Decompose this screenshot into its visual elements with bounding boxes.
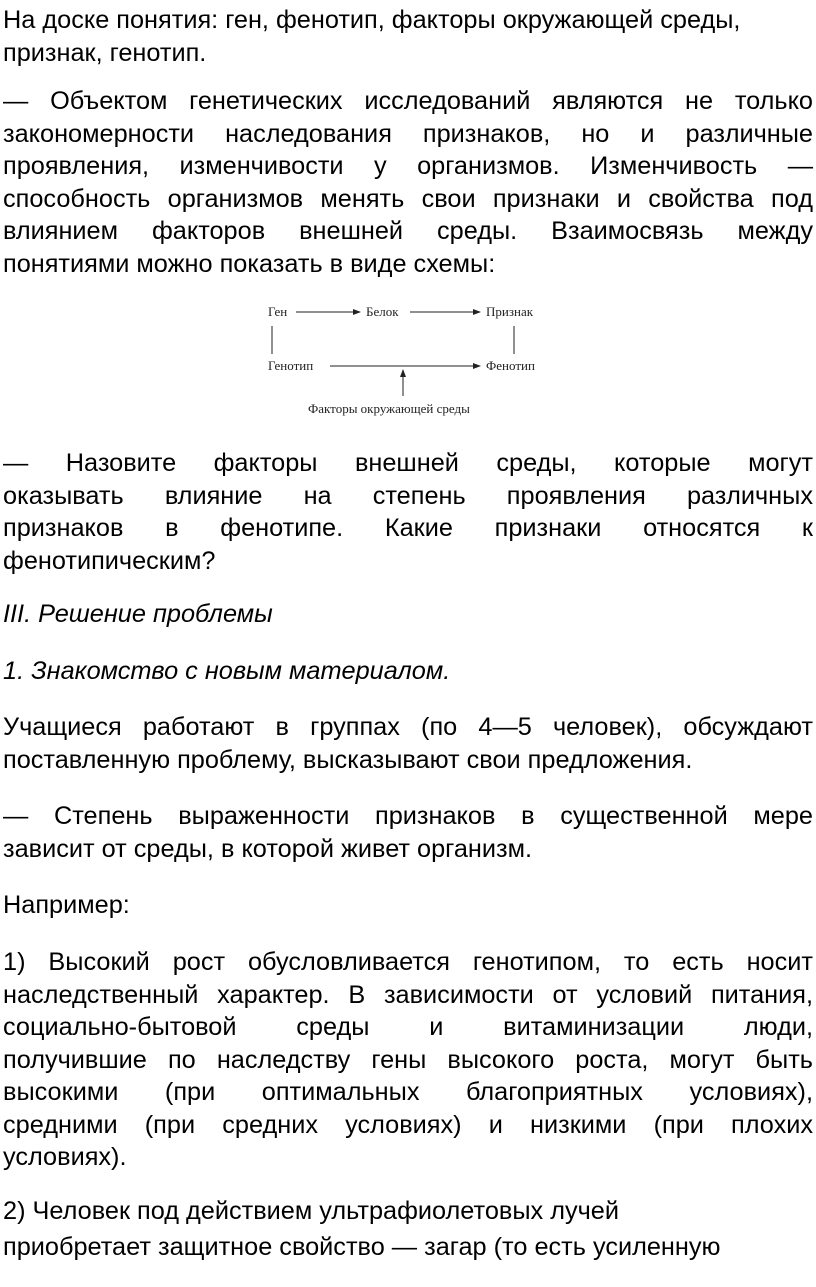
text-line: закономерности наследования признаков, но и различные xyxy=(3,119,813,148)
diagram-label-trait: Признак xyxy=(486,304,534,319)
diagram-label-protein: Белок xyxy=(366,304,399,319)
text-line: 2) Человек под действием ультрафиолетовых лучей xyxy=(3,1197,619,1225)
concept-diagram xyxy=(258,296,558,426)
text-line: влиянием факторов внешней среды. Взаимосвязь между xyxy=(3,217,813,245)
text-line: На доске понятия: ген, фенотип, факторы окружающей среды, xyxy=(3,6,741,34)
diagram-label-genotype: Генотип xyxy=(268,358,314,373)
paragraph-example-tan xyxy=(3,1193,813,1265)
text-line: условиях). xyxy=(3,1143,127,1171)
text-line: способность организмов менять свои признаки и свойства под xyxy=(3,184,813,213)
text-line: оказывать влияние на степень проявления различных xyxy=(3,481,813,510)
text-line: — Назовите факторы внешней среды, которые могут xyxy=(3,449,813,477)
diagram-label-factors: Факторы окружающей среды xyxy=(308,401,470,416)
paragraph-example-height xyxy=(3,946,813,1174)
text-line: средними (при средних условиях) и низкими (при плохих xyxy=(3,1110,813,1139)
text-line: поставленную проблему, высказывают свои предложения. xyxy=(3,745,693,774)
text-line: 1) Высокий рост обусловливается генотипом, то есть носит xyxy=(3,948,813,976)
text-line: признаков в фенотипе. Какие признаки относятся к xyxy=(3,514,813,542)
text-line: понятиями можно показать в виде схемы: xyxy=(3,249,496,278)
text-line: — Объектом генетических исследований являются не только xyxy=(3,87,813,115)
text-line: Учащиеся работают в группах (по 4—5 человек), обсуждают xyxy=(3,713,813,741)
paragraph-example-label: Например: xyxy=(3,891,130,919)
paragraph-question xyxy=(3,447,813,577)
diagram-label-phenotype: Фенотип xyxy=(486,358,535,373)
paragraph-variability xyxy=(3,85,813,280)
paragraph-groups xyxy=(3,711,813,776)
text-line: зависит от среды, в которой живет организм. xyxy=(3,834,533,863)
text-line: приобретает защитное свойство — загар (то есть усиленную xyxy=(3,1233,721,1261)
section-heading: III. Решение проблемы xyxy=(3,600,273,628)
text-line: наследственный характер. В зависимости от условий питания, xyxy=(3,980,813,1009)
paragraph-environment xyxy=(3,800,813,865)
text-line: фенотипическим? xyxy=(3,546,216,575)
text-line: высокими (при оптимальных благоприятных условиях), xyxy=(3,1078,813,1106)
text-line: социально-бытовой среды и витаминизации люди, xyxy=(3,1013,813,1041)
text-line: получившие по наследству гены высокого роста, могут быть xyxy=(3,1045,813,1074)
text-line: признак, генотип. xyxy=(3,38,207,67)
paragraph-intro xyxy=(3,4,813,69)
subsection-heading: 1. Знакомство с новым материалом. xyxy=(3,657,451,685)
diagram-label-gene: Ген xyxy=(268,304,288,319)
text-line: проявления, изменчивости у организмов. Изменчивость — xyxy=(3,152,813,180)
text-line: — Степень выраженности признаков в существенной мере xyxy=(3,802,813,830)
